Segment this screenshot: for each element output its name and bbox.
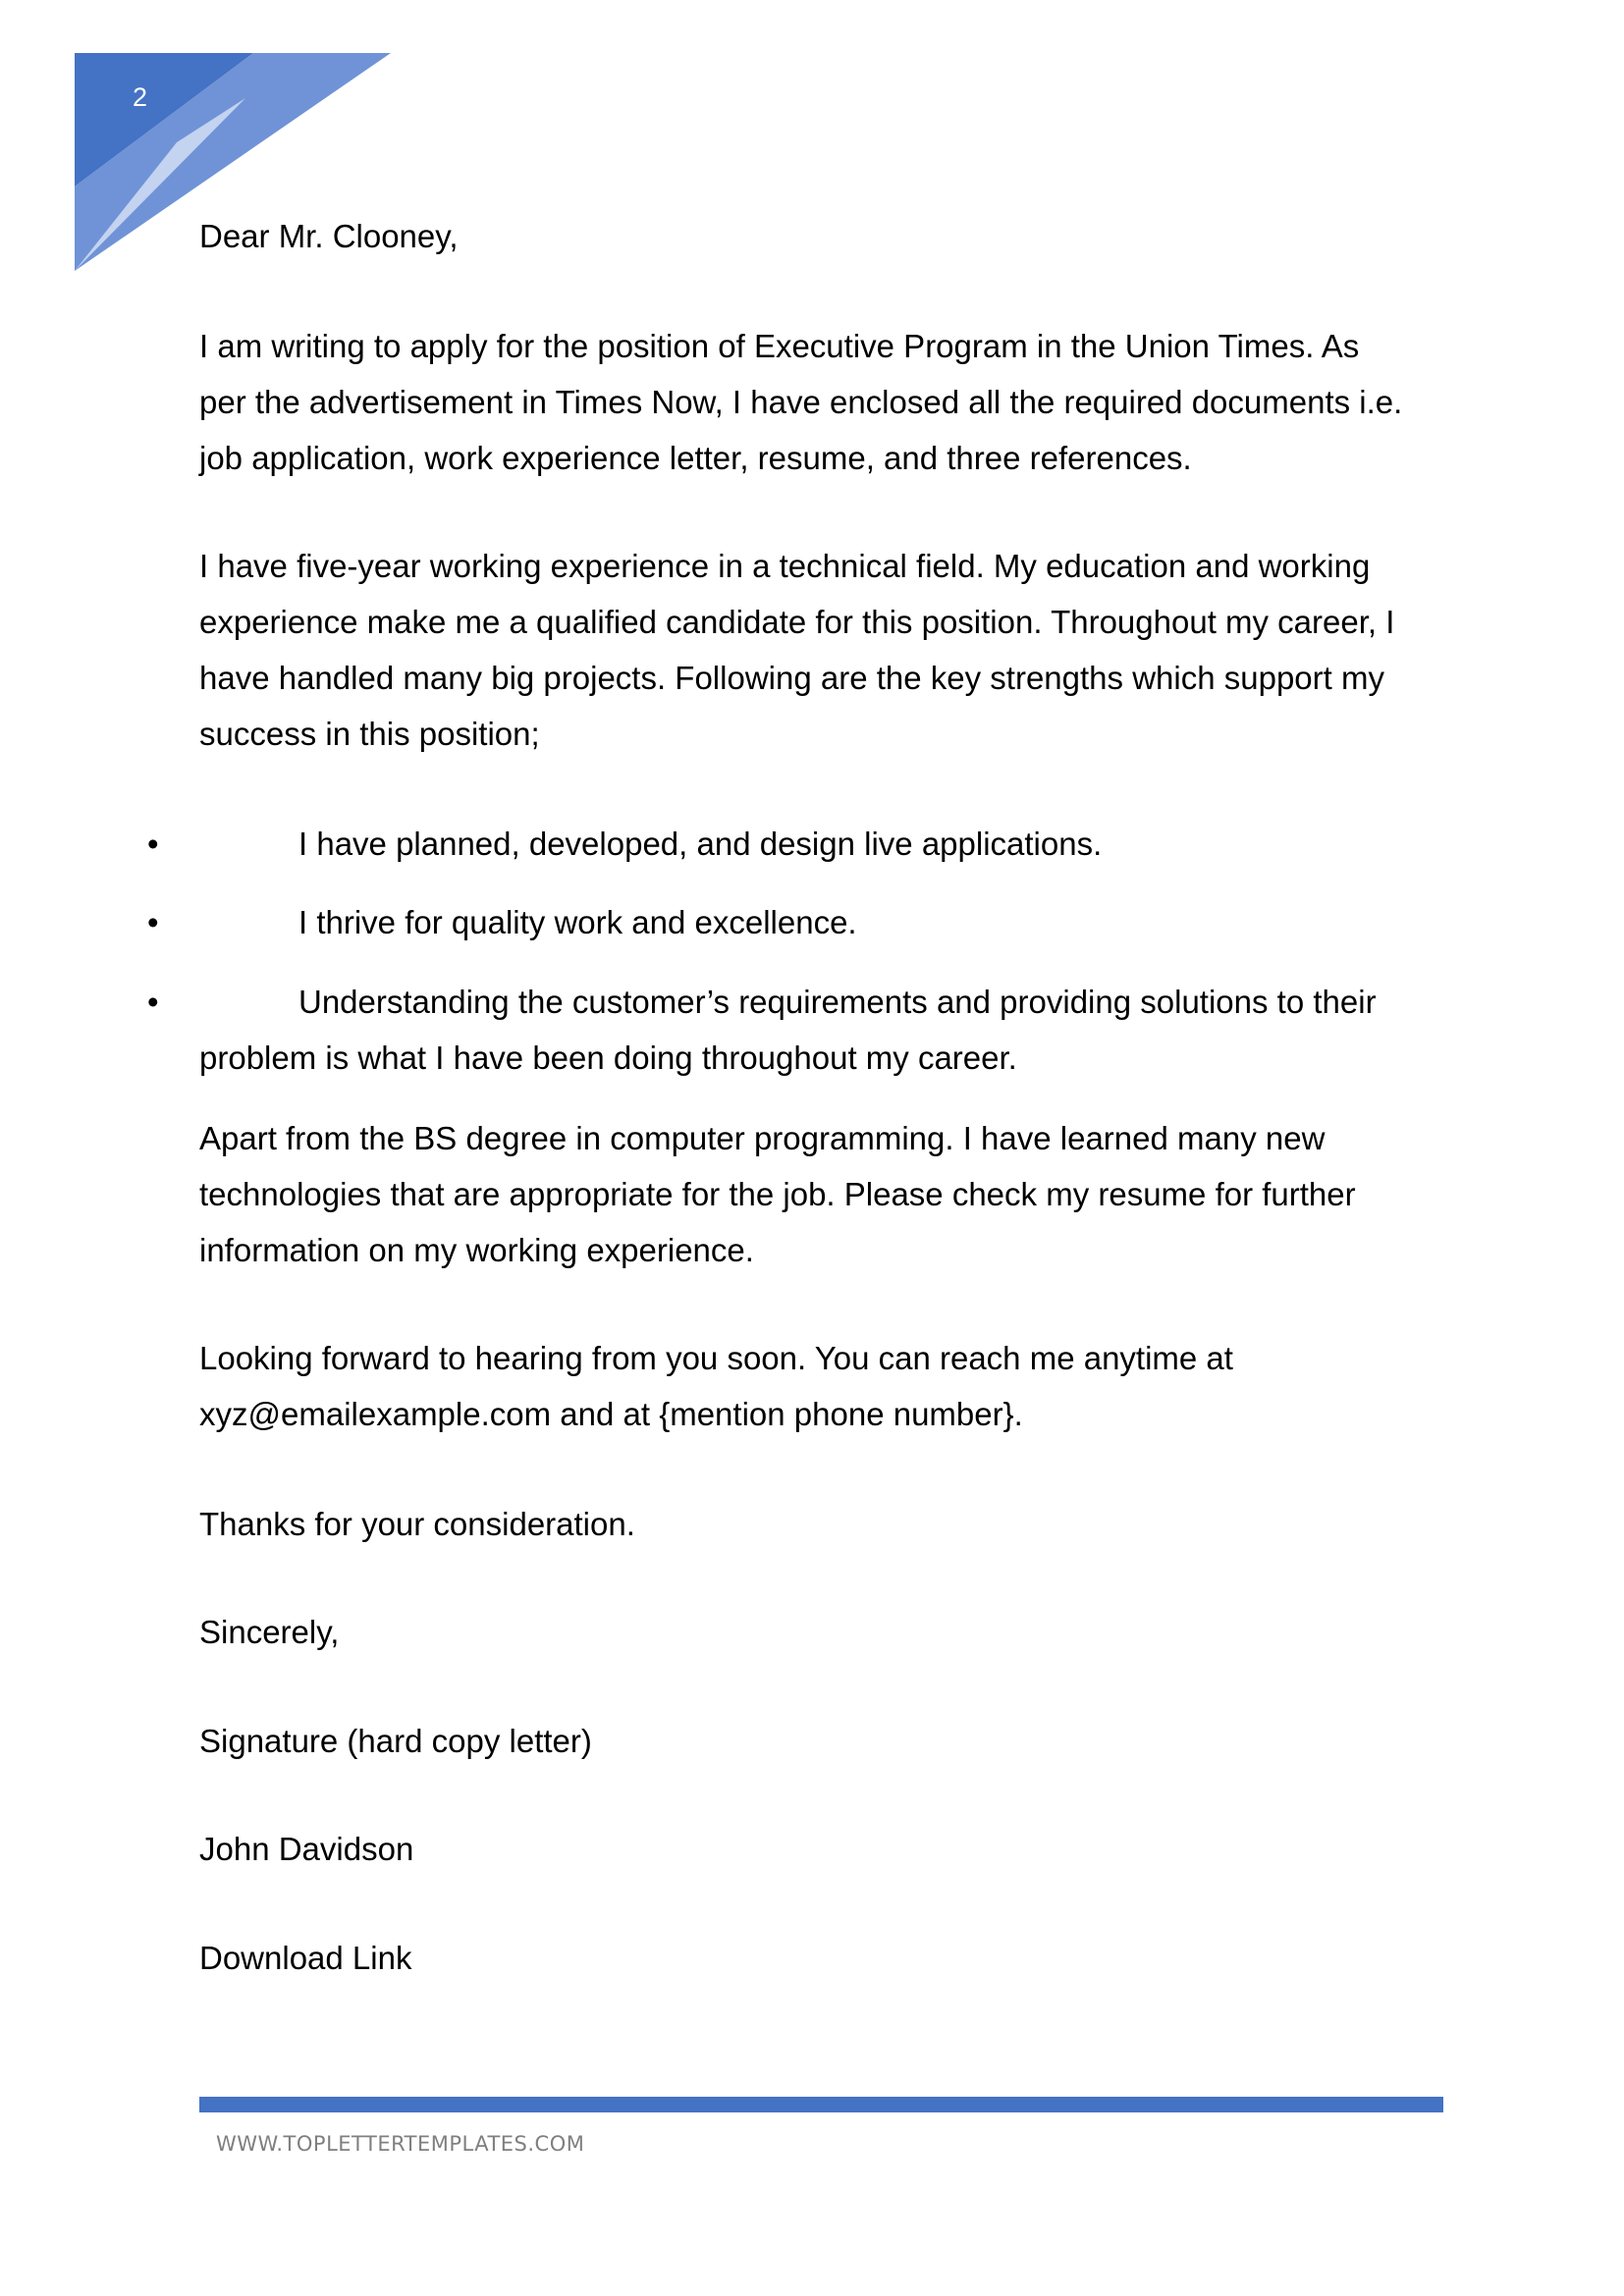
paragraph-line: information on my working experience. — [199, 1232, 754, 1268]
paragraph-experience — [199, 538, 1456, 762]
paragraph-line: Looking forward to hearing from you soon. You can reach me anytime at — [199, 1340, 1233, 1376]
paragraph-education — [199, 1110, 1456, 1278]
signature-line: Signature (hard copy letter) — [199, 1723, 592, 1759]
list-item-text: I thrive for quality work and excellence. — [298, 904, 857, 940]
closing-line: Sincerely, — [199, 1614, 340, 1650]
paragraph-line: I am writing to apply for the position of Executive Program in the Union Times. As — [199, 328, 1360, 364]
thanks-line: Thanks for your consideration. — [199, 1506, 635, 1542]
paragraph-line: per the advertisement in Times Now, I have enclosed all the required documents i.e. — [199, 384, 1403, 420]
paragraph-line: I have five-year working experience in a technical field. My education and working — [199, 548, 1371, 584]
paragraph-line: xyz@emailexample.com and at {mention phone number}. — [199, 1396, 1023, 1432]
paragraph-line: have handled many big projects. Following are the key strengths which support my — [199, 660, 1384, 696]
footer-bar — [199, 2097, 1443, 2112]
paragraph-line: experience make me a qualified candidate for this position. Throughout my career, I — [199, 604, 1395, 640]
paragraph-line: job application, work experience letter, resume, and three references. — [199, 440, 1192, 476]
list-item-continuation: problem is what I have been doing throughout my career. — [199, 1040, 1017, 1076]
list-item-text: I have planned, developed, and design live applications. — [298, 826, 1103, 862]
paragraph-line: success in this position; — [199, 716, 540, 752]
list-item-text: Understanding the customer’s requirements and providing solutions to their — [298, 984, 1377, 1020]
paragraph-contact — [199, 1330, 1456, 1442]
bullet-icon: • — [147, 904, 159, 940]
page-number: 2 — [133, 82, 148, 112]
footer-url: WWW.TOPLETTERTEMPLATES.COM — [216, 2132, 585, 2156]
download-link[interactable]: Download Link — [199, 1940, 412, 1976]
paragraph-line: technologies that are appropriate for the job. Please check my resume for further — [199, 1176, 1356, 1212]
paragraph-line: Apart from the BS degree in computer programming. I have learned many new — [199, 1120, 1326, 1156]
salutation: Dear Mr. Clooney, — [199, 218, 459, 254]
bullet-icon: • — [147, 984, 159, 1020]
bullet-icon: • — [147, 826, 159, 862]
paragraph-intro — [199, 318, 1456, 486]
sender-name: John Davidson — [199, 1831, 414, 1867]
